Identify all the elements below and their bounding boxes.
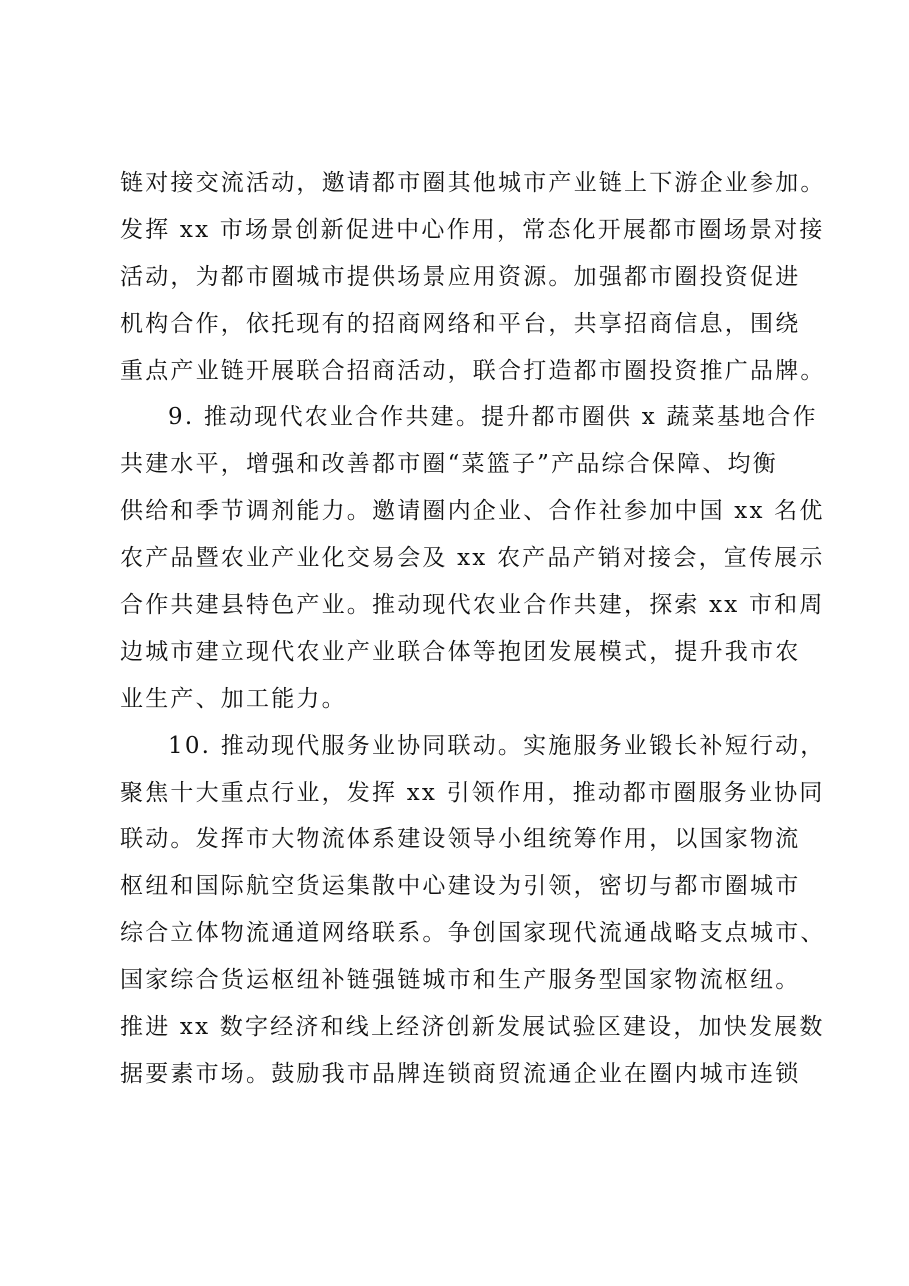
paragraph-line: 聚焦十大重点行业，发挥 xx 引领作用，推动都市圈服务业协同 (120, 779, 825, 806)
paragraph-line: 边城市建立现代农业产业联合体等抱团发展模式，提升我市农 (120, 638, 801, 665)
paragraph-line: 国家综合货运枢纽补链强链城市和生产服务型国家物流枢纽。 (120, 967, 801, 994)
paragraph-line: 发挥 xx 市场景创新促进中心作用，常态化开展都市圈场景对接 (120, 216, 825, 243)
paragraph-line: 合作共建县特色产业。推动现代农业合作共建，探索 xx 市和周 (120, 592, 825, 619)
section-9-heading-line: 9. 推动现代农业合作共建。提升都市圈供 x 蔬菜基地合作 (168, 404, 818, 431)
paragraph-line: 据要素市场。鼓励我市品牌连锁商贸流通企业在圈内城市连锁 (120, 1060, 801, 1087)
paragraph-line: 业生产、加工能力。 (120, 685, 347, 712)
paragraph-line: 共建水平，增强和改善都市圈“菜篮子”产品综合保障、均衡 (120, 451, 778, 478)
paragraph-line: 农产品暨农业产业化交易会及 xx 农产品产销对接会，宣传展示 (120, 545, 825, 572)
paragraph-line: 活动，为都市圈城市提供场景应用资源。加强都市圈投资促进 (120, 263, 801, 290)
paragraph-line: 链对接交流活动，邀请都市圈其他城市产业链上下游企业参加。 (120, 170, 826, 196)
section-10-heading-line: 10. 推动现代服务业协同联动。实施服务业锻长补短行动， (168, 732, 826, 759)
paragraph-line: 推进 xx 数字经济和线上经济创新发展试验区建设，加快发展数 (120, 1014, 825, 1041)
paragraph-line: 重点产业链开展联合招商活动，联合打造都市圈投资推广品牌。 (120, 357, 826, 384)
paragraph-line: 综合立体物流通道网络联系。争创国家现代流通战略支点城市、 (120, 920, 826, 947)
document-body (120, 160, 826, 1098)
paragraph-line: 机构合作，依托现有的招商网络和平台，共享招商信息，围绕 (120, 310, 801, 337)
paragraph-line: 枢纽和国际航空货运集散中心建设为引领，密切与都市圈城市 (120, 873, 801, 900)
paragraph-line: 供给和季节调剂能力。邀请圈内企业、合作社参加中国 xx 名优 (120, 498, 825, 525)
paragraph-line: 联动。发挥市大物流体系建设领导小组统筹作用，以国家物流 (120, 826, 801, 853)
